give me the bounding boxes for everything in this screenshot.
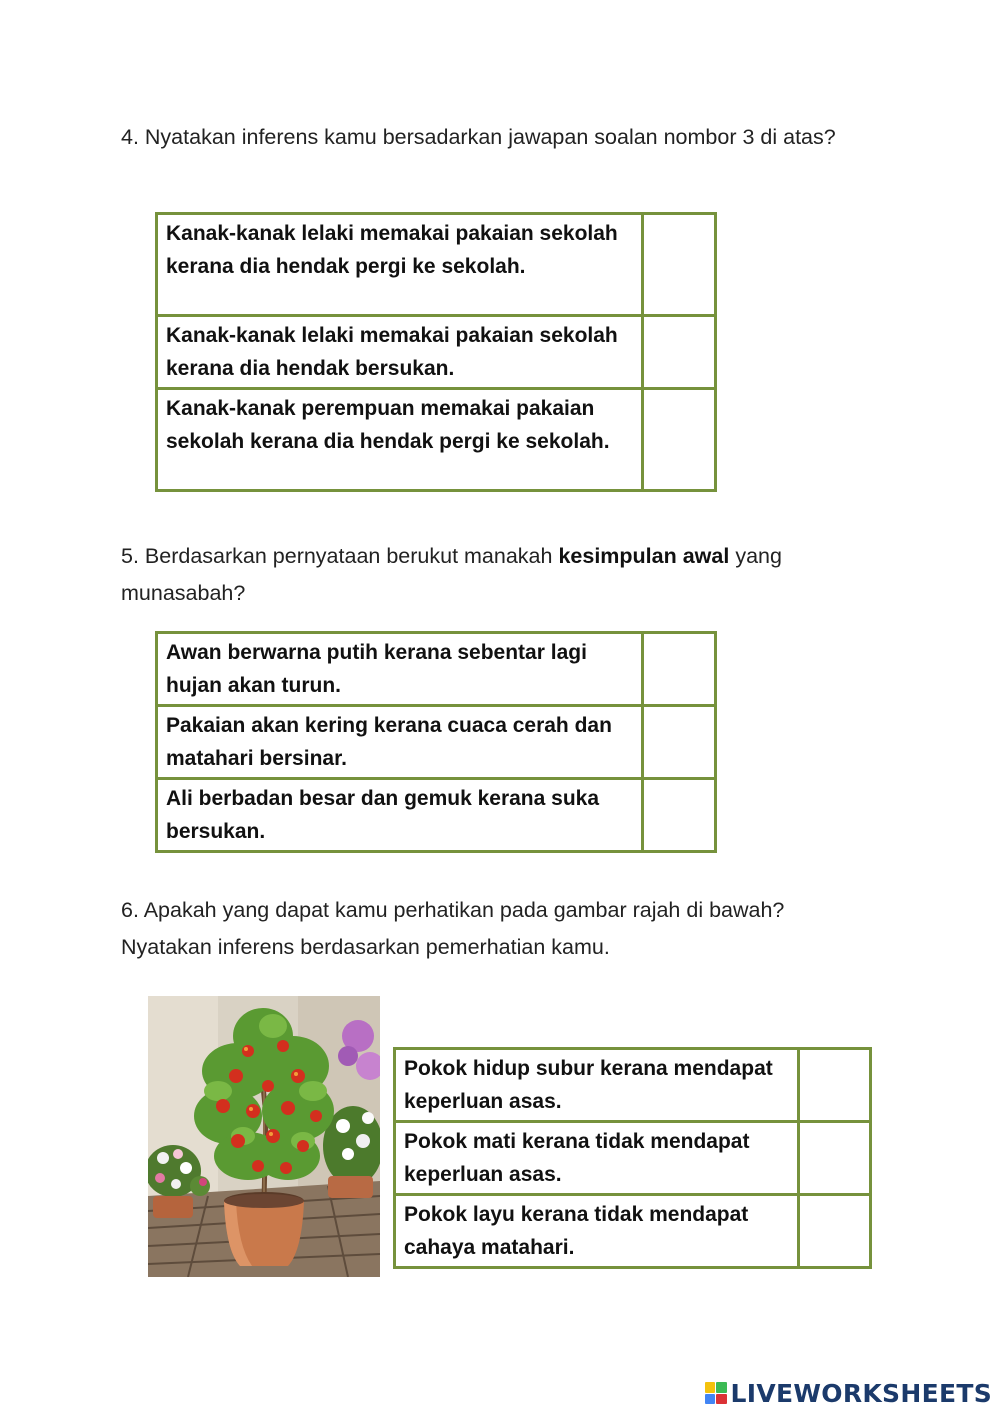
option-text: Pokok layu kerana tidak mendapat cahaya matahari.: [395, 1195, 799, 1268]
table-row: [157, 706, 716, 779]
question-6-options-table: [393, 1047, 872, 1269]
option-text: Kanak-kanak lelaki memakai pakaian sekolah kerana dia hendak pergi ke sekolah.: [157, 214, 643, 316]
question-5-text-a: 5. Berdasarkan pernyataan berukut manakah: [121, 544, 559, 568]
question-6-text-line1: 6. Apakah yang dapat kamu perhatikan pada gambar rajah di bawah?: [121, 898, 785, 922]
question-5-emphasis: kesimpulan awal: [558, 544, 730, 568]
brand-name: LIVEWORKSHEETS: [730, 1378, 992, 1408]
answer-checkbox[interactable]: [643, 316, 716, 389]
liveworksheets-logo-icon: [705, 1382, 727, 1404]
answer-checkbox[interactable]: [643, 633, 716, 706]
table-row: [157, 779, 716, 852]
answer-checkbox[interactable]: [798, 1195, 870, 1268]
option-text: Awan berwarna putih kerana sebentar lagi hujan akan turun.: [157, 633, 643, 706]
question-6-text-line2: Nyatakan inferens berdasarkan pemerhatian kamu.: [121, 935, 610, 959]
table-row: [157, 389, 716, 491]
table-row: [157, 633, 716, 706]
answer-checkbox[interactable]: [798, 1049, 870, 1122]
table-row: [395, 1195, 871, 1268]
question-4-options-table: [155, 212, 717, 492]
table-row: [395, 1049, 871, 1122]
answer-checkbox[interactable]: [798, 1122, 870, 1195]
option-text: Ali berbadan besar dan gemuk kerana suka bersukan.: [157, 779, 643, 852]
question-5-prompt: [121, 538, 891, 612]
option-text: Pokok mati kerana tidak mendapat keperluan asas.: [395, 1122, 799, 1195]
question-5-options-table: [155, 631, 717, 853]
table-row: [157, 316, 716, 389]
option-text: Pakaian akan kering kerana cuaca cerah dan matahari bersinar.: [157, 706, 643, 779]
answer-checkbox[interactable]: [643, 779, 716, 852]
table-row: [157, 214, 716, 316]
option-text: Kanak-kanak lelaki memakai pakaian sekolah kerana dia hendak bersukan.: [157, 316, 643, 389]
question-5-text-b: yang munasabah?: [121, 544, 782, 605]
option-text: Kanak-kanak perempuan memakai pakaian sekolah kerana dia hendak pergi ke sekolah.: [157, 389, 643, 491]
question-4-prompt: [121, 119, 891, 156]
question-6-prompt: [121, 892, 891, 966]
option-text: Pokok hidup subur kerana mendapat keperluan asas.: [395, 1049, 799, 1122]
table-row: [395, 1122, 871, 1195]
potted-apple-tree-image: [148, 996, 380, 1277]
answer-checkbox[interactable]: [643, 389, 716, 491]
answer-checkbox[interactable]: [643, 214, 716, 316]
liveworksheets-brand: [705, 1376, 992, 1410]
question-4-text: 4. Nyatakan inferens kamu bersadarkan jawapan soalan nombor 3 di atas?: [121, 125, 836, 149]
answer-checkbox[interactable]: [643, 706, 716, 779]
